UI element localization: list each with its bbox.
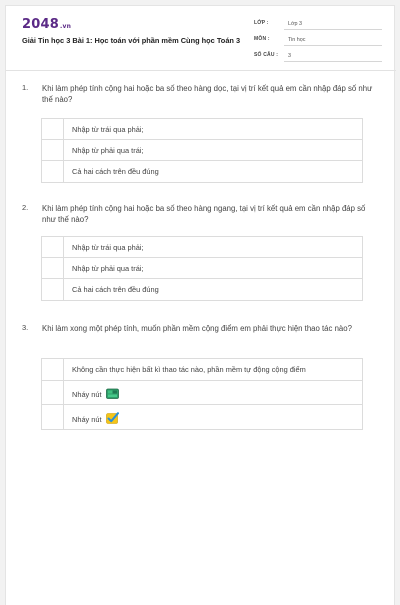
option-select-cell[interactable] xyxy=(42,405,64,429)
meta-label: MÔN : xyxy=(254,36,270,42)
option-text: Nháy nút xyxy=(72,415,102,424)
worksheet-page xyxy=(5,5,395,605)
options-table xyxy=(41,358,363,430)
option-select-cell[interactable] xyxy=(42,140,64,160)
option-text-wrap xyxy=(72,412,119,424)
logo-text: 2048 xyxy=(22,17,59,32)
option-text: Nhập từ phải qua trái; xyxy=(72,146,144,155)
option-select-cell[interactable] xyxy=(42,279,64,300)
option-row[interactable] xyxy=(42,119,362,140)
page-title: Giải Tin học 3 Bài 1: Học toán với phần mềm Cùng học Toán 3 xyxy=(22,36,241,45)
option-select-cell[interactable] xyxy=(42,381,64,404)
option-select-cell[interactable] xyxy=(42,258,64,278)
option-text-wrap xyxy=(72,388,119,399)
option-text: Nhập từ phải qua trái; xyxy=(72,264,144,273)
meta-value: Lớp 3 xyxy=(284,19,382,30)
option-row[interactable] xyxy=(42,140,362,161)
meta-value: Tin học xyxy=(284,35,382,46)
option-text: Nhập từ trái qua phải; xyxy=(72,125,144,134)
option-row[interactable] xyxy=(42,258,362,279)
question-text: Khi làm phép tính cộng hai hoặc ba số theo hàng dọc, tại vị trí kết quả em cần nhập đáp số như thế nào? xyxy=(42,84,373,104)
question-text: Khi làm xong một phép tính, muốn phần mềm cộng điểm em phải thực hiện thao tác nào? xyxy=(42,324,352,333)
option-text: Nhập từ trái qua phải; xyxy=(72,243,144,252)
option-row[interactable] xyxy=(42,279,362,300)
option-text: Cả hai cách trên đều đúng xyxy=(72,285,159,294)
scoreboard-icon xyxy=(106,388,119,399)
question-number: 3. xyxy=(22,323,29,332)
option-select-cell[interactable] xyxy=(42,119,64,139)
meta-label: SỐ CÂU : xyxy=(254,52,279,58)
option-text: Không cần thực hiện bất kì thao tác nào, phần mềm tự động cộng điểm xyxy=(72,365,306,374)
option-row[interactable] xyxy=(42,381,362,405)
option-select-cell[interactable] xyxy=(42,359,64,380)
question-number: 1. xyxy=(22,83,29,92)
option-text: Cả hai cách trên đều đúng xyxy=(72,167,159,176)
meta-panel xyxy=(254,18,382,66)
site-logo[interactable] xyxy=(22,17,71,32)
option-select-cell[interactable] xyxy=(42,161,64,182)
meta-value: 3 xyxy=(284,51,382,62)
check-icon xyxy=(106,412,119,424)
meta-row-count xyxy=(254,50,382,66)
question-number: 2. xyxy=(22,203,29,212)
option-text: Nháy nút xyxy=(72,390,102,399)
option-row[interactable] xyxy=(42,359,362,381)
meta-label: LỚP : xyxy=(254,20,269,26)
question-text: Khi làm phép tính cộng hai hoặc ba số theo hàng ngang, tại vị trí kết quả em cần nhập đáp số như thế nào? xyxy=(42,204,366,224)
option-select-cell[interactable] xyxy=(42,237,64,257)
option-row[interactable] xyxy=(42,405,362,429)
header-divider xyxy=(6,70,396,71)
option-row[interactable] xyxy=(42,161,362,182)
meta-row-class xyxy=(254,18,382,34)
option-row[interactable] xyxy=(42,237,362,258)
logo-suffix: .vn xyxy=(59,23,72,30)
meta-row-subject xyxy=(254,34,382,50)
page-header xyxy=(6,6,396,66)
options-table xyxy=(41,118,363,183)
options-table xyxy=(41,236,363,301)
